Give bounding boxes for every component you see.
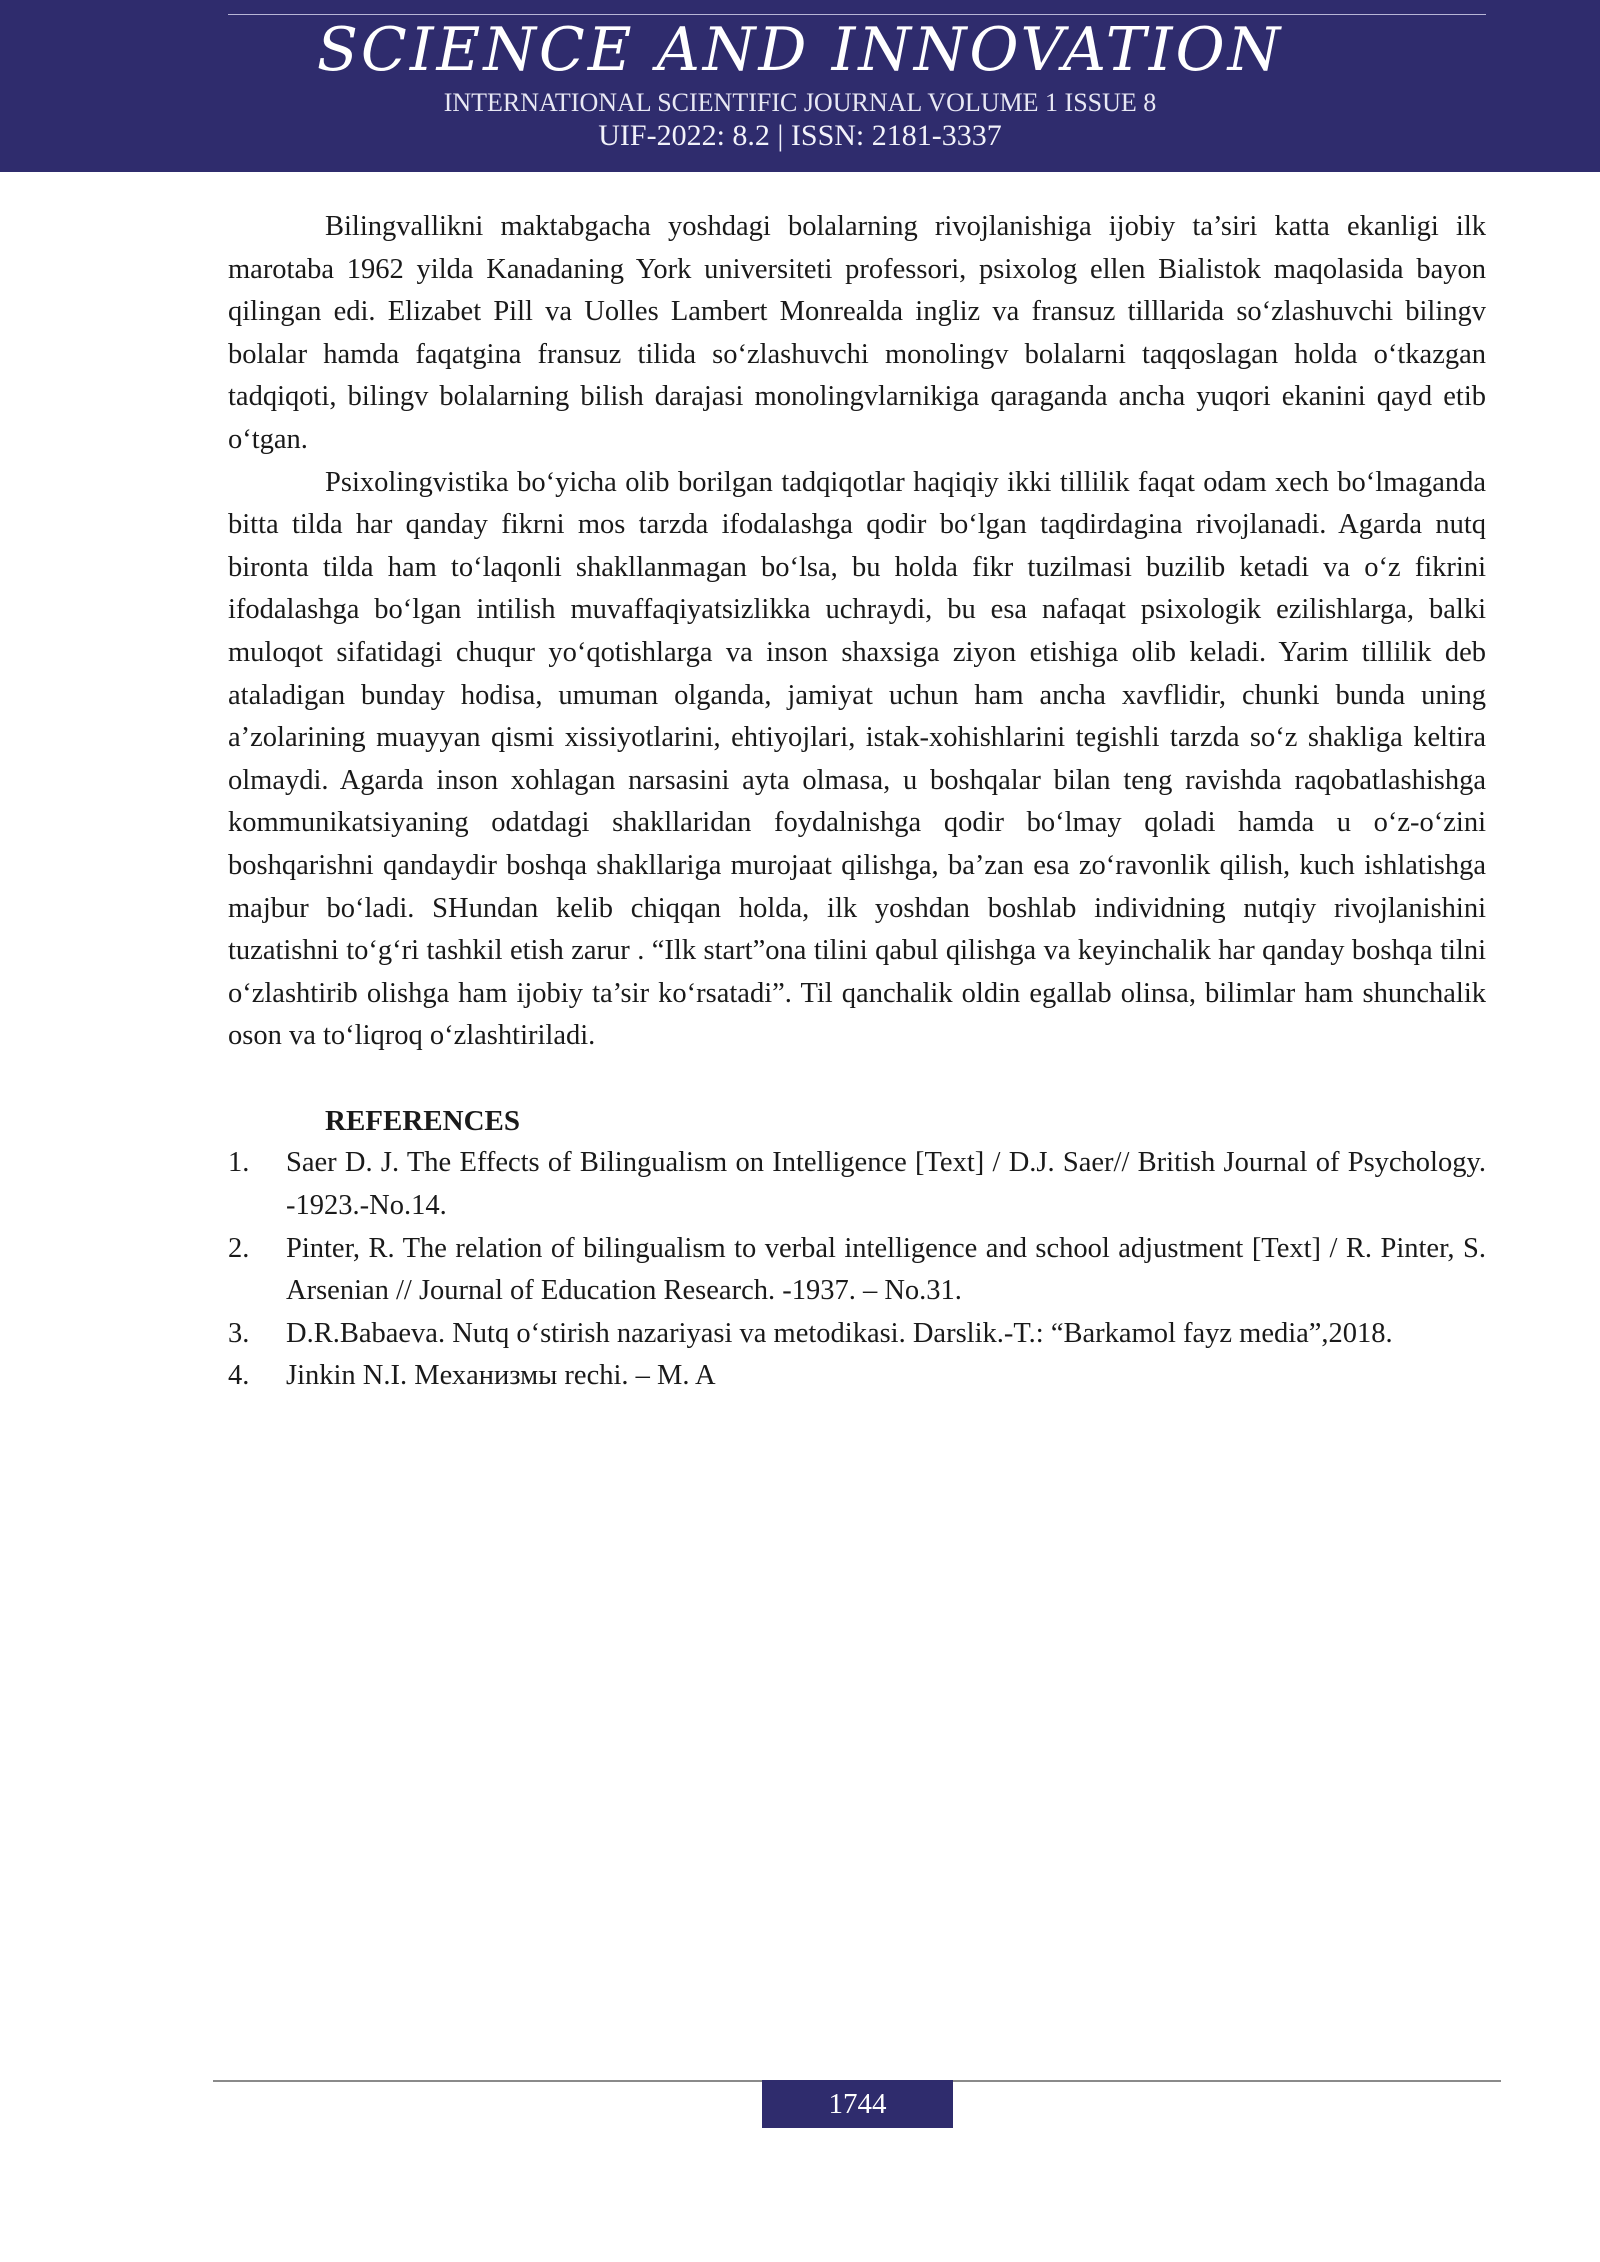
reference-number: 4. xyxy=(228,1360,250,1392)
reference-text: Saer D. J. The Effects of Bilingualism on Intelligence [Text] / D.J. Saer// British Journal of Psychology. -1923.-No.14. xyxy=(286,1147,1486,1222)
reference-text: D.R.Babaeva. Nutq o‘stirish nazariyasi va metodikasi. Darslik.-T.: “Barkamol fayz media”,2018. xyxy=(286,1317,1393,1349)
body-paragraph-2: Psixolingvistika bo‘yicha olib borilgan tadqiqotlar haqiqiy ikki tillilik faqat odam xech bo‘lmaganda bitta tilda har qanday fikrni mos tarzda ifodalashga qodir bo‘lgan taqdirdagina rivojlanadi. Agarda nutq bironta tilda ham to‘laqonli shakllanmagan bo‘lsa, bu holda fikr tuzilmasi buzilib ketadi va o‘z fikrini ifodalashga bo‘lgan intilish muvaffaqiyatsizlikka uchraydi, bu esa nafaqat psixologik ezilishlarga, balki muloqot sifatidagi chuqur yo‘qotishlarga va inson shaxsiga ziyon etishiga olib keladi. Yarim tillilik deb ataladigan bunday hodisa, umuman olganda, jamiyat uchun ham ancha xavflidir, chunki bunda uning a’zolarining muayyan qismi xissiyotlarini, ehtiyojlari, istak-xohishlarini tegishli tarzda so‘z shakliga keltira olmaydi. Agarda inson xohlagan narsasini ayta olmasa, u boshqalar bilan teng ravishda raqobatlashishga kommunikatsiyaning odatdagi shakllaridan foydalnishga qodir bo‘lmay qoladi hamda u o‘z-o‘zini boshqarishni qandaydir boshqa shakllariga murojaat qilishga, ba’zan esa zo‘ravonlik qilish, kuch ishlatishga majbur bo‘ladi. SHundan kelib chiqqan holda, ilk yoshdan boshlab individning nutqiy rivojlanishini tuzatishni to‘g‘ri tashkil etish zarur . “Ilk start”ona tilini qabul qilishga va keyinchalik har qanday boshqa tilni o‘zlashtirib olishga ham ijobiy ta’sir ko‘rsatadi”. Til qanchalik oldin egallab olinsa, bilimlar ham shunchalik oson va to‘liqroq o‘zlashtiriladi. xyxy=(228,466,1486,1052)
journal-header xyxy=(0,0,1600,172)
journal-subtitle: INTERNATIONAL SCIENTIFIC JOURNAL VOLUME 1 ISSUE 8 xyxy=(443,88,1157,117)
reference-text: Jinkin N.I. Mехaнизмы rechi. – M. A xyxy=(286,1360,716,1392)
body-paragraph-1: Bilingvallikni maktabgacha yoshdagi bolalarning rivojlanishiga ijobiy ta’siri katta ekanligi ilk marotaba 1962 yilda Kanadaning York universiteti professori, psixolog ellen Bialistok maqolasida bayon qilingan edi. Elizabet Pill va Uolles Lambert Monrealda ingliz va fransuz tilllarida so‘zlashuvchi bilingv bolalar hamda faqatgina fransuz tilida so‘zlashuvchi monolingv bolalarni taqqoslagan holda o‘tkazgan tadqiqoti, bilingv bolalarning bilish darajasi monolingvlarnikiga qaraganda ancha yuqori ekanini qayd etib o‘tgan. xyxy=(228,211,1486,455)
article-body xyxy=(228,206,1486,1398)
reference-number: 3. xyxy=(228,1317,250,1349)
references-list xyxy=(228,1142,1486,1398)
reference-item xyxy=(228,1313,1486,1356)
reference-number: 2. xyxy=(228,1232,250,1264)
reference-item xyxy=(228,1355,1486,1398)
references-heading: REFERENCES xyxy=(325,1104,520,1137)
reference-number: 1. xyxy=(228,1147,250,1179)
journal-issn-line: UIF-2022: 8.2 | ISSN: 2181-3337 xyxy=(598,119,1002,152)
journal-title: SCIENCE AND INNOVATION xyxy=(316,15,1284,85)
reference-text: Pinter, R. The relation of bilingualism to verbal intelligence and school adjustment [Text] / R. Pinter, S. Arsenian // Journal of Education Research. -1937. – No.31. xyxy=(286,1232,1486,1307)
reference-item xyxy=(228,1142,1486,1227)
page-number: 1744 xyxy=(762,2080,953,2128)
reference-item xyxy=(228,1228,1486,1313)
